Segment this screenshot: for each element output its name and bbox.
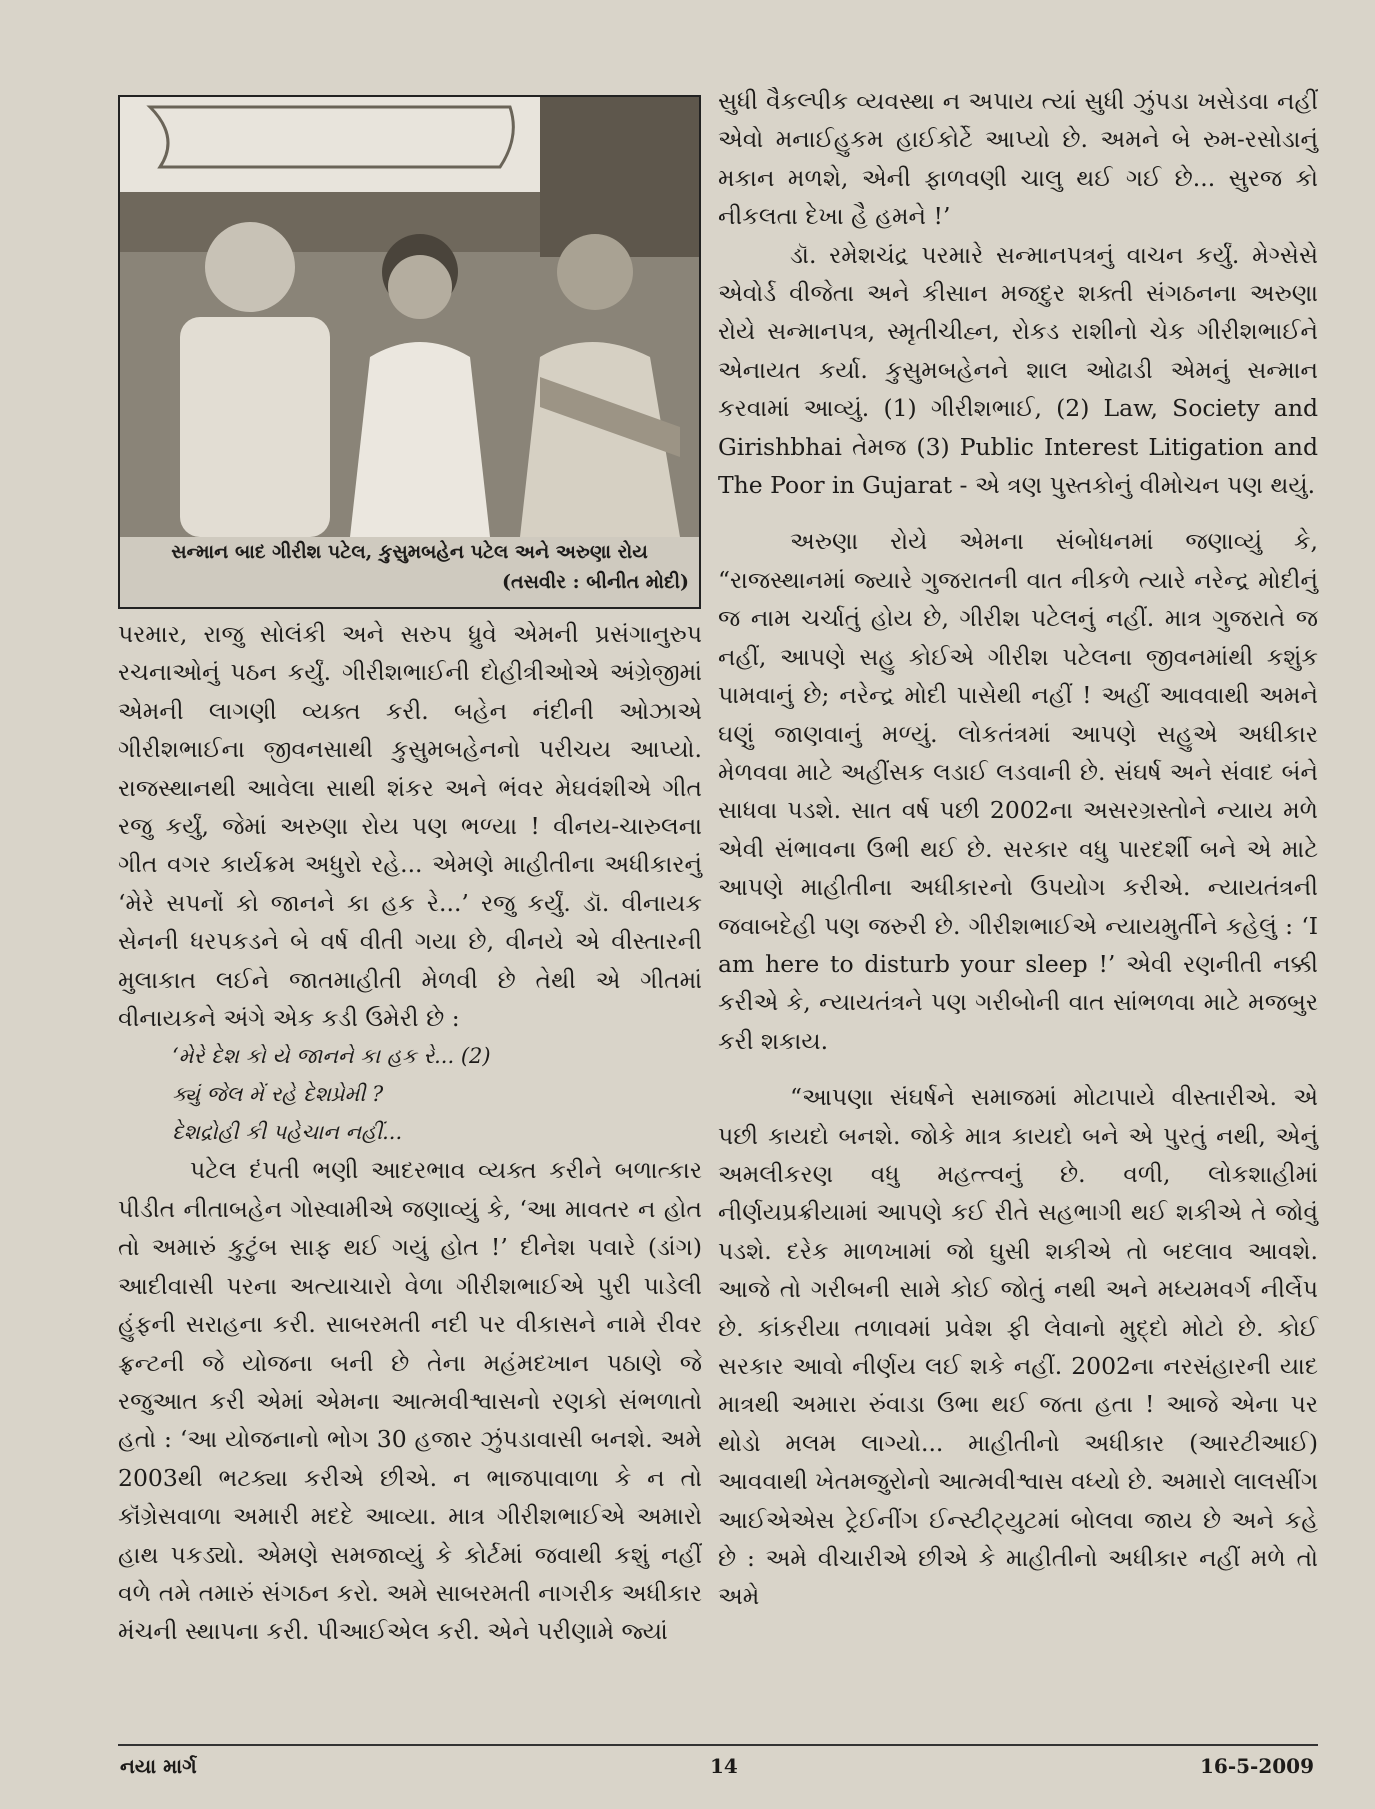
paragraph: પટેલ દંપતી ભણી આદરભાવ વ્યક્ત કરીને બળાત્કાર પીડીત નીતાબહેન ગોસ્વામીએ જણાવ્યું કે, ‘આ માવતર ન હોત તો અમારું કુટુંબ સાફ થઈ ગયું હોત !’ દીનેશ પવારે (ડાંગ) આદીવાસી પરના અત્યાચારો વેળા ગીરીશભાઈએ પુરી પાડેલી હુંફની સરાહના કરી. સાબરમતી નદી પર વીકાસને નામે રીવર ફ્રન્ટની જે યોજના બની છે તેના મહંમદખાન પઠાણે જે રજુઆત કરી એમાં એમના આત્મવીશ્વાસનો રણકો સંભળાતો હતો : ‘આ યોજનાનો ભોગ 30 હજાર ઝુંપડાવાસી બનશે. અમે 2003થી ભટક્યા કરીએ છીએ. ન ભાજપાવાળા કે ન તો કૉંગ્રેસવાળા અમારી મદદે આવ્યા. માત્ર ગીરીશભાઈએ અમારો હાથ પકડ્યો. એમણે સમજાવ્યું કે કોર્ટમાં જવાથી કશું નહીં વળે તમે તમારું સંગઠન કરો. અમે સાબરમતી નાગરીક અધીકાર મંચની સ્થાપના કરી. પીઆઈએલ કરી. એને પરીણામે જ્યાં [118, 1156, 702, 1646]
right-column [718, 82, 1318, 1616]
photo-frame [118, 95, 701, 609]
left-column [118, 615, 702, 1651]
caption-credit: (તસવીર : બીનીત મોદી) [501, 571, 689, 593]
page-number: 14 [710, 1754, 738, 1778]
event-photo [120, 97, 699, 537]
poem-line: દેશદ્રોહી કી પહેચાન નહીં... [172, 1120, 403, 1145]
paragraph: અરુણા રોયે એમના સંબોધનમાં જણાવ્યું કે, “રાજસ્થાનમાં જ્યારે ગુજરાતની વાત નીકળે ત્યારે નરેન્દ્ર મોદીનું જ નામ ચર્ચાતું હોય છે, ગીરીશ પટેલનું નહીં. માત્ર ગુજરાતે જ નહીં, આપણે સહુ કોઈએ ગીરીશ પટેલના જીવનમાંથી કશુંક પામવાનું છે; નરેન્દ્ર મોદી પાસેથી નહીં ! અહીં આવવાથી અમને ઘણું જાણવાનું મળ્યું. લોકતંત્રમાં આપણે સહુએ અધીકાર મેળવવા માટે અહીંસક લડાઈ લડવાની છે. સંઘર્ષ અને સંવાદ બંને સાધવા પડશે. સાત વર્ષ પછી 2002ના અસરગ્રસ્તોને ન્યાય મળે એવી સંભાવના ઉભી થઈ છે. સરકાર વધુ પારદર્શી બને એ માટે આપણે માહીતીના અધીકારનો ઉપયોગ કરીએ. ન્યાયતંત્રની જવાબદેહી પણ જરુરી છે. ગીરીશભાઈએ ન્યાયમુર્તીને કહેલું : ‘I am here to disturb your sleep !’ એવી રણનીતી નક્કી કરીએ કે, ન્યાયતંત્રને પણ ગરીબોની વાત સાંભળવા માટે મજબુર કરી શકાય. [718, 527, 1318, 1055]
paragraph: સુધી વૈકલ્પીક વ્યવસ્થા ન અપાય ત્યાં સુધી ઝુંપડા ખસેડવા નહીં એવો મનાઈહુકમ હાઈકોર્ટે આપ્યો છે. અમને બે રુમ-રસોડાનું મકાન મળશે, એની ફાળવણી ચાલુ થઈ ગઈ છે... સુરજ કો નીકલતા દેખા હૈ હમને !’ [718, 87, 1318, 231]
paragraph: “આપણા સંઘર્ષને સમાજમાં મોટાપાયે વીસ્તારીએ. એ પછી કાયદો બનશે. જોકે માત્ર કાયદો બને એ પુરતું નથી, એનું અમલીકરણ વધુ મહત્ત્વનું છે. વળી, લોકશાહીમાં નીર્ણયપ્રક્રીયામાં આપણે કઈ રીતે સહભાગી થઈ શકીએ તે જોવું પડશે. દરેક માળખામાં જો ઘુસી શકીએ તો બદલાવ આવશે. આજે તો ગરીબની સામે કોઈ જોતું નથી અને મધ્યમવર્ગ નીર્લેપ છે. કાંકરીયા તળાવમાં પ્રવેશ ફી લેવાનો મુદ્દો મોટો છે. કોઈ સરકાર આવો નીર્ણય લઈ શકે નહીં. 2002ના નરસંહારની યાદ માત્રથી અમારા રુંવાડા ઉભા થઈ જતા હતા ! આજે એના પર થોડો મલમ લાગ્યો... માહીતીનો અધીકાર (આરટીઆઈ) આવવાથી ખેતમજુરોનો આત્મવીશ્વાસ વધ્યો છે. અમારો લાલસીંગ આઈએએસ ટ્રેઈનીંગ ઈન્સ્ટીટ્યુટમાં બોલવા જાય છે અને કહે છે : અમે વીચારીએ છીએ કે માહીતીનો અધીકાર નહીં મળે તો અમે [718, 1083, 1318, 1611]
poem-line: ‘મેરે દેશ કો યે જાનને કા હક રે... (2) [172, 1044, 491, 1069]
poem-line: ક્યું જેલ મેં રહે દેશપ્રેમી ? [172, 1082, 384, 1107]
poem [118, 1037, 702, 1151]
issue-date: 16-5-2009 [1200, 1754, 1315, 1778]
footer-rule [118, 1744, 1318, 1746]
paragraph: ડૉ. રમેશચંદ્ર પરમારે સન્માનપત્રનું વાચન કર્યું. મેગ્સેસે એવોર્ડ વીજેતા અને કીસાન મજદુર શક્તી સંગઠનના અરુણા રોયે સન્માનપત્ર, સ્મૃતીચીહ્ન, રોકડ રાશીનો ચેક ગીરીશભાઈને એનાયત કર્યા. કુસુમબહેનને શાલ ઓઢાડી એમનું સન્માન કરવામાં આવ્યું. (1) ગીરીશભાઈ, (2) Law, Society and Girishbhai તેમજ (3) Public Interest Litigation and The Poor in Gujarat - એ ત્રણ પુસ્તકોનું વીમોચન પણ થયું. [718, 240, 1318, 500]
magazine-name: નયા માર્ગ [120, 1754, 197, 1778]
paragraph: પરમાર, રાજુ સોલંકી અને સરુપ ધ્રુવે એમની પ્રસંગાનુરુપ રચનાઓનું પઠન કર્યું. ગીરીશભાઈની દોહીત્રીઓએ અંગ્રેજીમાં એમની લાગણી વ્યક્ત કરી. બહેન નંદીની ઓઝાએ ગીરીશભાઈના જીવનસાથી કુસુમબહેનનો પરીચય આપ્યો. રાજસ્થાનથી આવેલા સાથી શંકર અને ભંવર મેઘવંશીએ ગીત રજુ કર્યું, જેમાં અરુણા રોય પણ ભળ્યા ! વીનય-ચારુલના ગીત વગર કાર્યક્રમ અધુરો રહે... એમણે માહીતીના અધીકારનું ‘મેરે સપનોં કો જાનને કા હક રે...’ રજુ કર્યું. ડૉ. વીનાયક સેનની ધરપકડને બે વર્ષ વીતી ગયા છે, વીનયે એ વીસ્તારની મુલાકાત લઈને જાતમાહીતી મેળવી છે તેથી એ ગીતમાં વીનાયકને અંગે એક કડી ઉમેરી છે : [118, 620, 702, 1033]
photo-caption [120, 537, 699, 597]
caption-line-1: સન્માન બાદ ગીરીશ પટેલ, કુસુમબહેન પટેલ અને અરુણા રોય [171, 541, 648, 563]
